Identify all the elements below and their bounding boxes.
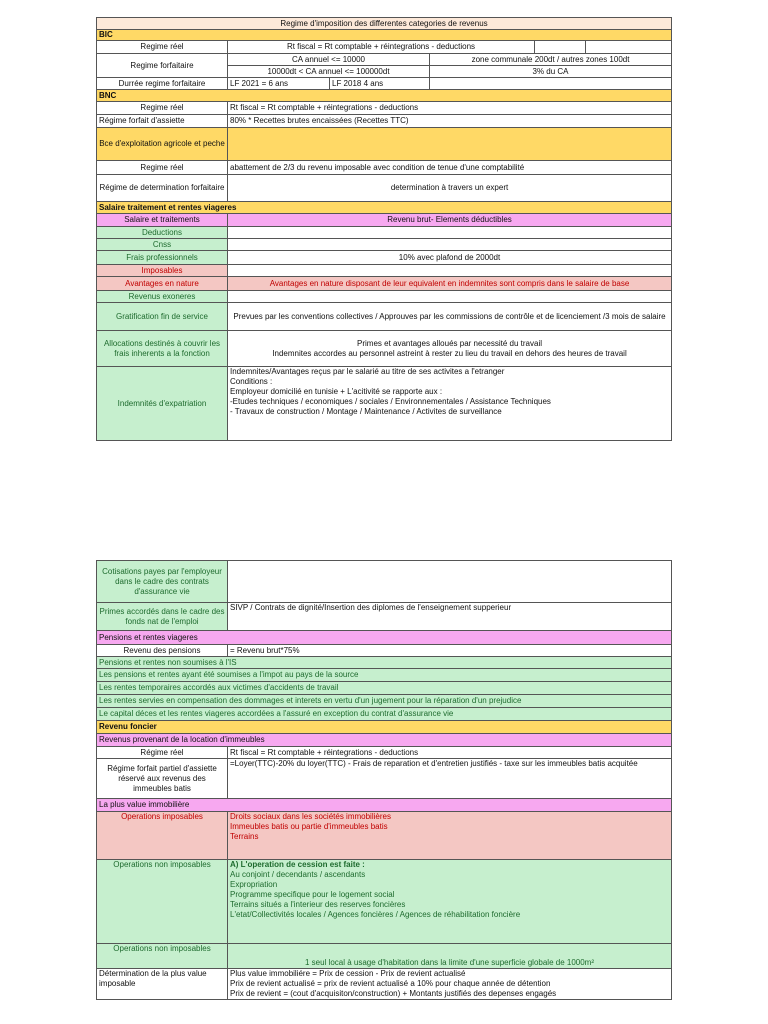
alloc-value (228, 331, 672, 367)
bic-duree-b: LF 2018 4 ans (330, 78, 430, 90)
determ-label: Détermination de la plus value imposable (97, 969, 228, 1000)
agri-reel-value: abattement de 2/3 du revenu imposable avec condition de tenue d'une comptabilité (228, 161, 672, 175)
alloc-value-2: Indemnites accordes au personnel astreint à rester zu lieu du travail en dehors des heures de travail (272, 348, 627, 358)
agri-determ-value: determination à travers un expert (228, 175, 672, 202)
foncier-reel-value: Rt fiscal = Rt comptable + réintegrations - deductions (228, 747, 672, 759)
location-header: Revenus provenant de la location d'immeubles (97, 734, 672, 747)
empty-cell (228, 265, 672, 277)
bic-forfait-r1-b: zone communale 200dt / autres zones 100dt (430, 54, 672, 66)
foncier-reel-label: Régime réel (97, 747, 228, 759)
determ-value: Plus value immobiliére = Prix de cession - Prix de revient actualisé Prix de revient actualisé = prix de revient actualisé a 10% pour chaque année de détention Prix de revient = (cout d'acquisiton/construction) + Montants justifiés des depenses engagés (228, 969, 672, 1000)
agri-header: Bce d'exploitation agricole et peche (97, 128, 228, 161)
bnc-forfait-label: Régime forfait d'assiette (97, 115, 228, 128)
bic-reel-value: Rt fiscal = Rt comptable + réintegrations - deductions (228, 41, 535, 54)
empty-cell (228, 561, 672, 603)
rentes-row-3: Les rentes servies en compensation des dommages et interets en vertu d'un jugement pour la réparation d'un prejudice (97, 695, 672, 708)
rentes-row-4: Le capital déces et les rentes viageres accordées a l'assuré en exception du contrat d'assurance vie (97, 708, 672, 721)
bic-header: BIC (97, 30, 672, 41)
alloc-value-1: Primes et avantages alloués par necessité du travail (357, 338, 543, 348)
revenu-pensions-label: Revenu des pensions (97, 645, 228, 657)
pensions-header: Pensions et rentes viageres (97, 631, 672, 645)
empty-cell (228, 227, 672, 239)
op-non-title: A) L'operation de cession est faite : (230, 860, 365, 869)
frais-value: 10% avec plafond de 2000dt (228, 251, 672, 265)
agri-determ-label: Régime de determination forfaitaire (97, 175, 228, 202)
salaire-header: Salaire traitement et rentes viageres (97, 202, 672, 214)
imposables-label: Imposables (97, 265, 228, 277)
bic-duree-label: Durrée regime forfaitaire (97, 78, 228, 90)
agri-reel-label: Regime réel (97, 161, 228, 175)
frais-label: Frais professionnels (97, 251, 228, 265)
op-imposables-label: Operations imposables (97, 812, 228, 860)
empty-cell (228, 291, 672, 303)
gratif-label: Gratification fin de service (97, 303, 228, 331)
foncier-forfait-value: =Loyer(TTC)-20% du loyer(TTC) - Frais de reparation et d'entretien justifiés - taxe sur les immeubles batis acquitée (228, 759, 672, 799)
sheet-title: Regime d'imposition des differentes categories de revenus (97, 18, 672, 30)
cnss-label: Cnss (97, 239, 228, 251)
foncier-forfait-label: Régime forfait partiel d'assiette réservé aux revenus des immeubles batis (97, 759, 228, 799)
salaire-st-label: Salaire et traitements (97, 214, 228, 227)
bnc-reel-label: Regime réel (97, 102, 228, 115)
alloc-label: Allocations destinés à couvrir les frais inherents a la fonction (97, 331, 228, 367)
foncier-header: Revenu foncier (97, 721, 672, 734)
tax-regime-table-2 (96, 560, 672, 1000)
empty-cell (228, 128, 672, 161)
deductions-label: Deductions (97, 227, 228, 239)
op-non-value: Au conjoint / decendants / ascendants Expropriation Programme specifique pour le logement social Terrains situés a l'interieur des reserves foncières L'etat/Collectivités locales / Agences foncières / Agences de réhabilitation foncière (230, 870, 521, 919)
bic-reel-label: Regime réel (97, 41, 228, 54)
op-non2-value: 1 seul local à usage d'habitation dans la limite d'une superficie globale de 1000m² (228, 944, 672, 969)
exoneres-label: Revenus exoneres (97, 291, 228, 303)
bnc-reel-value: Rt fiscal = Rt comptable + réintegrations - deductions (228, 102, 672, 115)
non-soumises-header: Pensions et rentes non soumises à l'IS (97, 657, 672, 669)
bnc-header: BNC (97, 90, 672, 102)
empty-cell (228, 239, 672, 251)
bic-forfait-r1-a: CA annuel <= 10000 (228, 54, 430, 66)
cotis-label: Cotisations payes par l'employeur dans le cadre des contrats d'assurance vie (97, 561, 228, 603)
primes-label: Primes accordés dans le cadre des fonds nat de l'emploi (97, 603, 228, 631)
empty-cell (535, 41, 586, 54)
op-non2-label: Operations non imposables (97, 944, 228, 969)
gratif-value: Prevues par les conventions collectives / Approuves par les commissions de contrôle et de licenciement /3 mois de salaire (228, 303, 672, 331)
empty-cell (430, 78, 672, 90)
primes-value: SIVP / Contrats de dignité/Insertion des diplomes de l'enseignement supperieur (228, 603, 672, 631)
bnc-forfait-value: 80% * Recettes brutes encaissées (Recettes TTC) (228, 115, 672, 128)
op-non-cell (228, 860, 672, 944)
rentes-row-2: Les rentes temporaires accordés aux victimes d'accidents de travail (97, 682, 672, 695)
expat-label: Indemnités d'expatriation (97, 367, 228, 441)
bic-forfait-label: Regime forfaitaire (97, 54, 228, 78)
op-imposables-value: Droits sociaux dans les sociétés immobilières Immeubles batis ou partie d'immeubles batis Terrains (228, 812, 672, 860)
empty-cell (586, 41, 672, 54)
bic-duree-a: LF 2021 = 6 ans (228, 78, 330, 90)
tax-regime-table-1 (96, 17, 672, 441)
bic-forfait-r2-a: 10000dt < CA annuel <= 100000dt (228, 66, 430, 78)
plus-value-header: La plus value immobilière (97, 799, 672, 812)
salaire-st-value: Revenu brut- Elements déductibles (228, 214, 672, 227)
rentes-row-1: Les pensions et rentes ayant été soumises a l'impot au pays de la source (97, 669, 672, 682)
avantages-label: Avantages en nature (97, 277, 228, 291)
expat-value: Indemnites/Avantages reçus par le salarié au titre de ses activites a l'etranger Conditions : Employeur domicilié en tunisie + L'acitivité se rapporte aux : -Etudes techniques / economiques / sociales / Environnementales / Assistance Techniques - Travaux de construction / Montage / Maintenance / Activites de surveillance (228, 367, 672, 441)
revenu-pensions-value: = Revenu brut*75% (228, 645, 672, 657)
avantages-value: Avantages en nature disposant de leur equivalent en indemnites sont compris dans le salaire de base (228, 277, 672, 291)
op-non-label: Operations non imposables (97, 860, 228, 944)
bic-forfait-r2-b: 3% du CA (430, 66, 672, 78)
